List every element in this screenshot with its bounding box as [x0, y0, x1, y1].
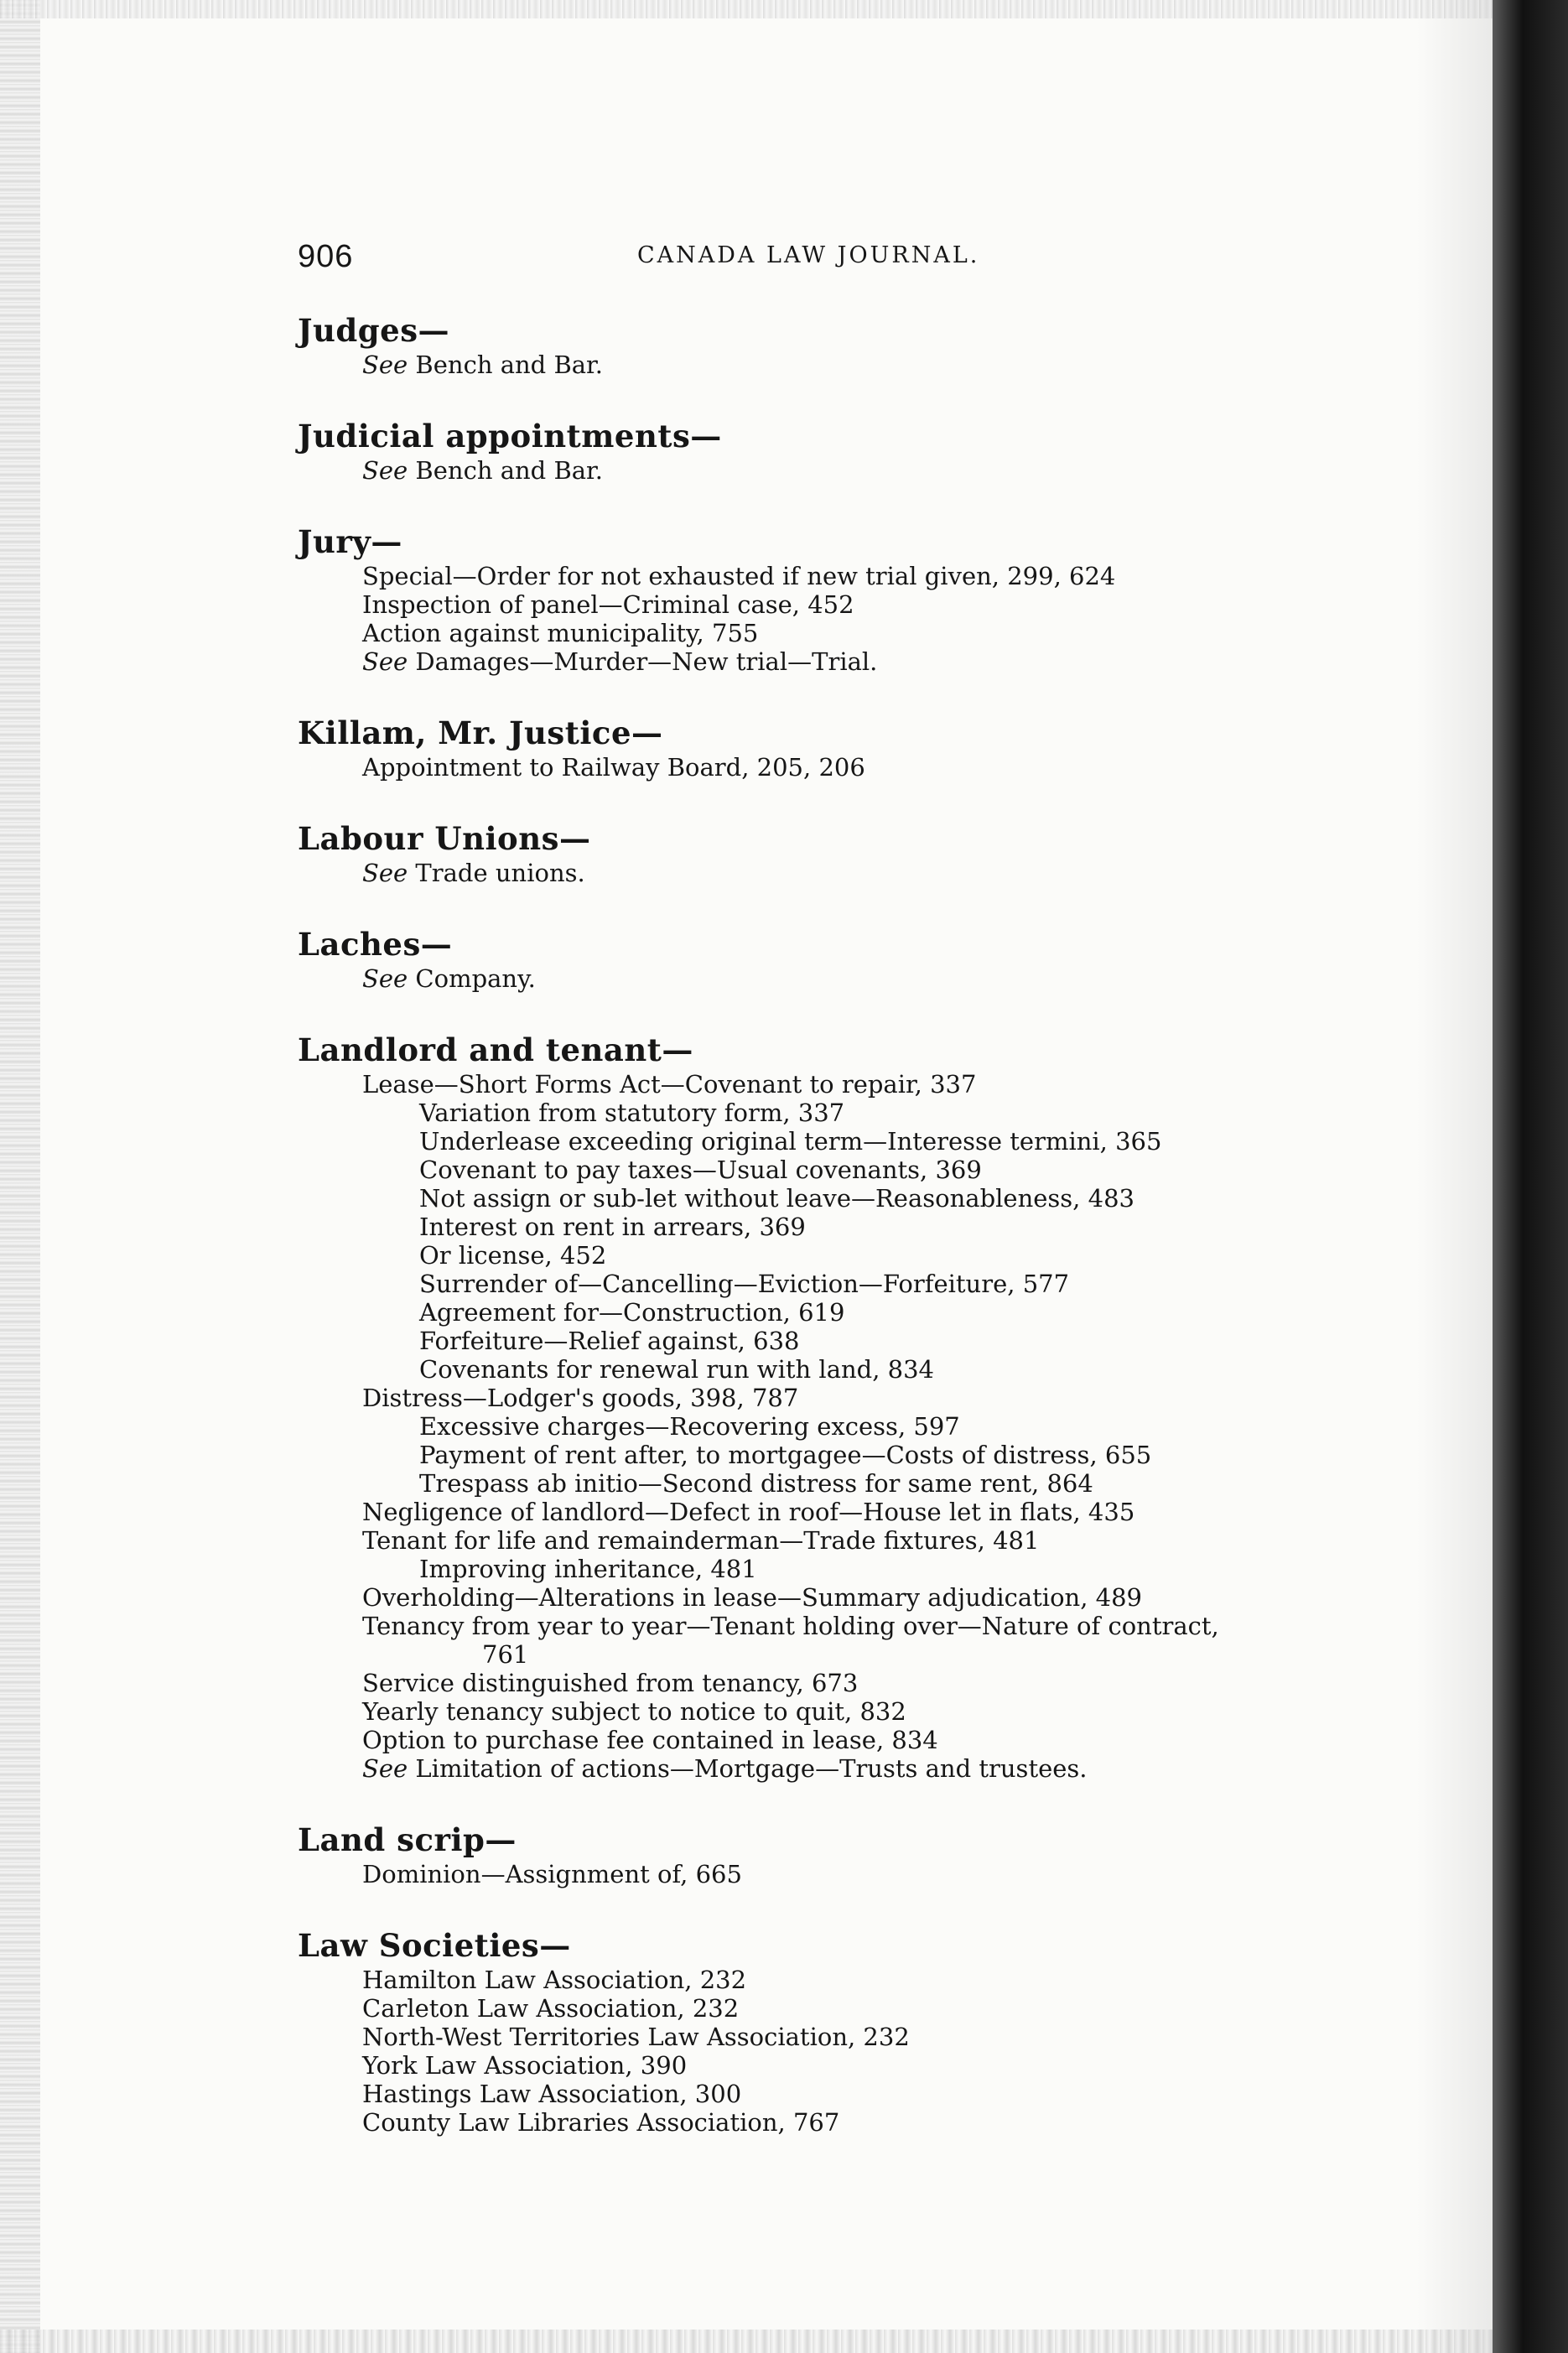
index-subentry-line [298, 1994, 1413, 2023]
subentry-text: Service distinguished from tenancy, 673 [362, 1669, 859, 1697]
index-subentry-line [298, 1298, 1413, 1327]
subentry-text: Overholding—Alterations in lease—Summary adjudication, 489 [362, 1583, 1143, 1612]
index-subentry-line [298, 1697, 1413, 1726]
subentry-text: Tenant for life and remainderman—Trade fixtures, 481 [362, 1526, 1040, 1555]
index-subentry-line [298, 562, 1413, 590]
subentry-text: Carleton Law Association, 232 [362, 1994, 740, 2023]
index-subentry-line [298, 1412, 1413, 1441]
subentry-text: 761 [482, 1640, 529, 1669]
page-bottom-edge-noise [0, 2330, 1568, 2353]
subentry-text: Company. [415, 964, 536, 993]
index-subentry-line [298, 1612, 1413, 1640]
index-subentry-line [298, 1583, 1413, 1612]
index-subentry-line [298, 1860, 1413, 1888]
index-entry [298, 416, 1413, 485]
index-entry [298, 1030, 1413, 1783]
subentry-text: Yearly tenancy subject to notice to quit, 832 [362, 1697, 906, 1726]
subentry-text: Surrender of—Cancelling—Eviction—Forfeiture, 577 [419, 1270, 1070, 1298]
subentry-text: Trade unions. [415, 859, 585, 887]
subentry-text: Agreement for—Construction, 619 [419, 1298, 845, 1327]
subentry-text: Limitation of actions—Mortgage—Trusts and trustees. [415, 1754, 1088, 1783]
see-label: See [362, 456, 408, 485]
index-subentry-line [298, 1555, 1413, 1583]
index-subentry-line [298, 1070, 1413, 1099]
index-subentry-line [298, 1355, 1413, 1384]
index-entry [298, 924, 1413, 993]
index-subentry-line [298, 2051, 1413, 2080]
index-subentry-line [298, 1270, 1413, 1298]
subentry-text: Excessive charges—Recovering excess, 597 [419, 1412, 960, 1441]
see-reference-line [298, 1754, 1413, 1783]
subentry-text: North-West Territories Law Association, 232 [362, 2023, 910, 2051]
see-reference-line [298, 964, 1413, 993]
index-subentry-line [298, 1498, 1413, 1526]
subentry-text: Covenant to pay taxes—Usual covenants, 369 [419, 1156, 982, 1184]
see-label: See [362, 964, 408, 993]
subentry-text: Payment of rent after, to mortgagee—Costs of distress, 655 [419, 1441, 1152, 1469]
running-head [298, 239, 1279, 281]
subentry-text: Dominion—Assignment of, 665 [362, 1860, 742, 1888]
subentry-text: Variation from statutory form, 337 [419, 1099, 845, 1127]
index-subentry-line [298, 1726, 1413, 1754]
index-subentry-line [298, 1384, 1413, 1412]
subentry-text: Or license, 452 [419, 1241, 607, 1270]
subentry-text: Action against municipality, 755 [362, 619, 759, 647]
index-subentry-line [298, 1966, 1413, 1994]
index-heading: Landlord and tenant— [298, 1031, 693, 1068]
index-subentry-line [298, 1640, 1413, 1669]
subentry-text: Lease—Short Forms Act—Covenant to repair, 337 [362, 1070, 977, 1099]
index-subentry-line [298, 1099, 1413, 1127]
page-number: 906 [298, 239, 354, 274]
index-heading: Killam, Mr. Justice— [298, 714, 663, 751]
see-label: See [362, 859, 408, 887]
subentry-text: Trespass ab initio—Second distress for same rent, 864 [419, 1469, 1093, 1498]
index-entry [298, 1925, 1413, 2137]
subentry-text: Hastings Law Association, 300 [362, 2080, 742, 2108]
subentry-text: Damages—Murder—New trial—Trial. [415, 647, 878, 676]
subentry-text: Underlease exceeding original term—Interesse termini, 365 [419, 1127, 1162, 1156]
index-subentry-line [298, 1184, 1413, 1213]
subentry-text: York Law Association, 390 [362, 2051, 688, 2080]
subentry-text: Negligence of landlord—Defect in roof—House let in flats, 435 [362, 1498, 1135, 1526]
see-label: See [362, 647, 408, 676]
subentry-text: Appointment to Railway Board, 205, 206 [362, 753, 865, 782]
subentry-text: Inspection of panel—Criminal case, 452 [362, 590, 854, 619]
subentry-text: Bench and Bar. [415, 351, 603, 379]
subentry-text: Option to purchase fee contained in lease, 834 [362, 1726, 938, 1754]
subentry-text: Interest on rent in arrears, 369 [419, 1213, 806, 1241]
index-subentry-line [298, 2023, 1413, 2051]
subentry-text: Forfeiture—Relief against, 638 [419, 1327, 800, 1355]
see-reference-line [298, 859, 1413, 887]
index-heading: Judicial appointments— [298, 418, 722, 454]
index-subentry-line [298, 1213, 1413, 1241]
index-subentry-line [298, 1441, 1413, 1469]
index-entry [298, 818, 1413, 887]
index-content [298, 310, 1413, 2174]
subentry-text: County Law Libraries Association, 767 [362, 2108, 840, 2137]
index-entry [298, 522, 1413, 676]
index-heading: Laches— [298, 926, 453, 963]
index-heading: Judges— [298, 312, 450, 349]
index-subentry-line [298, 1127, 1413, 1156]
index-subentry-line [298, 590, 1413, 619]
page-top-edge-noise [0, 0, 1568, 18]
subentry-text: Hamilton Law Association, 232 [362, 1966, 747, 1994]
index-heading: Labour Unions— [298, 820, 591, 857]
index-subentry-line [298, 2080, 1413, 2108]
book-spine-shadow [1493, 0, 1568, 2353]
page-right-shadow [1417, 0, 1493, 2353]
subentry-text: Tenancy from year to year—Tenant holding over—Nature of contract, [362, 1612, 1219, 1640]
subentry-text: Improving inheritance, 481 [419, 1555, 757, 1583]
subentry-text: Special—Order for not exhausted if new trial given, 299, 624 [362, 562, 1116, 590]
index-subentry-line [298, 1669, 1413, 1697]
index-subentry-line [298, 1156, 1413, 1184]
index-entry [298, 1820, 1413, 1888]
index-subentry-line [298, 2108, 1413, 2137]
see-reference-line [298, 647, 1413, 676]
index-subentry-line [298, 1526, 1413, 1555]
index-entry [298, 713, 1413, 782]
journal-title: CANADA LAW JOURNAL. [637, 242, 980, 268]
index-subentry-line [298, 1469, 1413, 1498]
index-subentry-line [298, 1241, 1413, 1270]
subentry-text: Not assign or sub-let without leave—Reasonableness, 483 [419, 1184, 1134, 1213]
index-subentry-line [298, 619, 1413, 647]
index-heading: Jury— [298, 523, 402, 560]
index-subentry-line [298, 753, 1413, 782]
index-heading: Land scrip— [298, 1821, 517, 1858]
index-entry [298, 310, 1413, 379]
subentry-text: Covenants for renewal run with land, 834 [419, 1355, 935, 1384]
subentry-text: Bench and Bar. [415, 456, 603, 485]
index-heading: Law Societies— [298, 1927, 571, 1964]
see-label: See [362, 351, 408, 379]
page-left-edge-noise [0, 0, 40, 2353]
subentry-text: Distress—Lodger's goods, 398, 787 [362, 1384, 799, 1412]
see-reference-line [298, 351, 1413, 379]
see-reference-line [298, 456, 1413, 485]
index-subentry-line [298, 1327, 1413, 1355]
see-label: See [362, 1754, 408, 1783]
